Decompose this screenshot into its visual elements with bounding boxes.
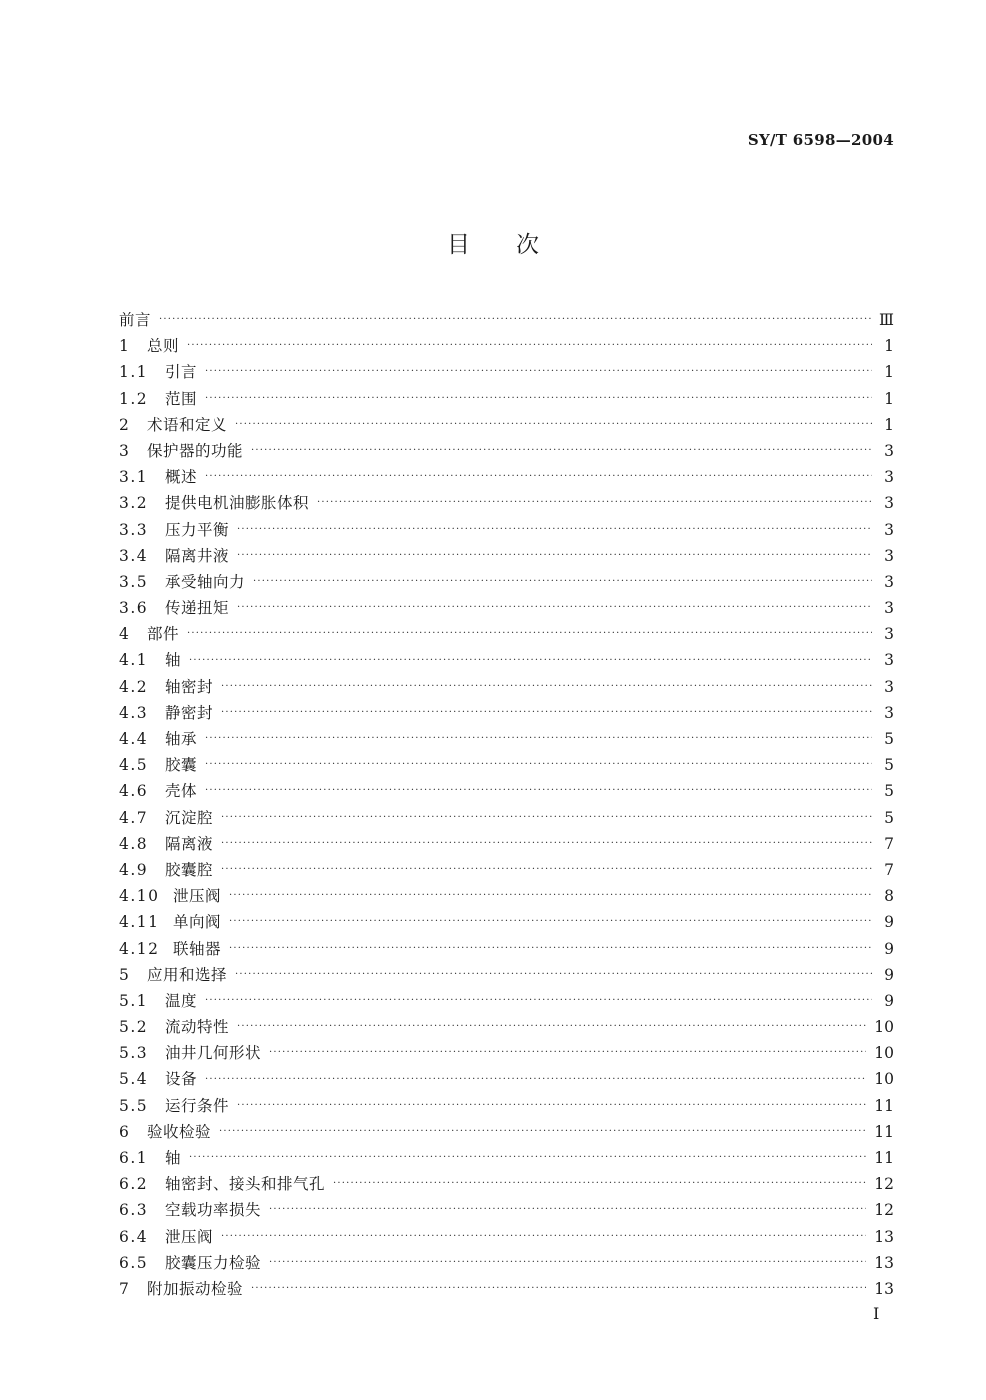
toc-entry[interactable]: [119, 1197, 894, 1223]
toc-entry-label: 运行条件: [165, 1096, 230, 1115]
toc-entry[interactable]: [119, 1119, 894, 1145]
toc-entry-number: 4.5: [119, 756, 149, 775]
toc-entry-page: 5: [884, 782, 894, 801]
toc-entry-page: 12: [874, 1201, 894, 1220]
toc-entry-label: 部件: [147, 625, 180, 644]
toc-entry-label: 静密封: [165, 703, 214, 722]
toc-entry-number: 6.3: [119, 1201, 149, 1220]
toc-entry[interactable]: [119, 909, 894, 935]
table-of-contents: [119, 307, 894, 1302]
toc-leader-dots: [221, 700, 872, 726]
toc-leader-dots: [235, 962, 872, 988]
toc-leader-dots: [251, 1276, 866, 1302]
toc-leader-dots: [205, 988, 872, 1014]
toc-entry-number: 4.6: [119, 782, 149, 801]
toc-leader-dots: [269, 1040, 866, 1066]
toc-entry-number: 6: [119, 1122, 129, 1141]
toc-entry-label: 壳体: [165, 782, 198, 801]
toc-entry[interactable]: [119, 988, 894, 1014]
toc-leader-dots: [237, 543, 872, 569]
toc-leader-dots: [253, 569, 872, 595]
toc-entry-number: 5.2: [119, 1018, 149, 1037]
toc-entry-page: 5: [884, 730, 894, 748]
toc-entry[interactable]: [119, 700, 894, 726]
toc-entry-number: 3.5: [119, 572, 149, 591]
toc-entry-page: 3: [884, 520, 894, 539]
toc-entry-label: 油井几何形状: [165, 1044, 262, 1063]
toc-entry[interactable]: [119, 1250, 894, 1276]
toc-entry-page: 3: [884, 677, 894, 696]
toc-entry-page: 12: [874, 1175, 894, 1194]
toc-entry-number: 5.4: [119, 1070, 149, 1089]
toc-entry-number: 6.5: [119, 1253, 149, 1272]
toc-entry-number: 3.2: [119, 494, 149, 513]
toc-entry-number: 4.12: [119, 939, 160, 958]
toc-entry-page: 13: [874, 1227, 894, 1246]
toc-entry-label: 前言: [119, 311, 152, 329]
toc-entry-label: 概述: [165, 468, 198, 487]
toc-entry-number: 3.4: [119, 546, 149, 565]
toc-entry-page: 3: [884, 572, 894, 591]
toc-entry[interactable]: [119, 1040, 894, 1066]
toc-entry[interactable]: [119, 621, 894, 647]
toc-entry-number: 6.2: [119, 1175, 149, 1194]
toc-entry-number: 1: [119, 337, 129, 356]
toc-entry-label: 附加振动检验: [147, 1279, 244, 1298]
toc-entry-page: 9: [884, 965, 894, 984]
toc-entry[interactable]: [119, 883, 894, 909]
toc-leader-dots: [237, 1014, 866, 1040]
toc-entry-label: 流动特性: [165, 1018, 230, 1037]
toc-entry-label: 轴承: [165, 730, 198, 748]
toc-leader-dots: [205, 1067, 866, 1093]
toc-entry-number: 4.9: [119, 860, 149, 879]
toc-entry-label: 泄压阀: [165, 1227, 214, 1246]
toc-entry-page: 1: [884, 337, 894, 356]
toc-entry[interactable]: [119, 595, 894, 621]
toc-entry-label: 单向阀: [173, 913, 222, 932]
toc-leader-dots: [229, 883, 872, 909]
toc-entry-page: 8: [884, 887, 894, 906]
toc-leader-dots: [221, 1224, 866, 1250]
toc-entry-number: 4.7: [119, 808, 149, 827]
toc-entry-page: 7: [884, 834, 894, 853]
toc-entry-label: 轴密封、接头和排气孔: [165, 1175, 326, 1194]
toc-entry-label: 隔离井液: [165, 546, 230, 565]
toc-entry-label: 承受轴向力: [165, 572, 246, 591]
toc-leader-dots: [187, 621, 872, 647]
toc-entry-page: 3: [884, 599, 894, 618]
toc-leader-dots: [229, 909, 872, 935]
toc-leader-dots: [251, 438, 872, 464]
toc-entry-page: 5: [884, 756, 894, 775]
toc-entry-number: 5: [119, 965, 129, 984]
toc-entry-label: 验收检验: [147, 1122, 212, 1141]
toc-entry-label: 空载功率损失: [165, 1201, 262, 1220]
toc-entry-label: 术语和定义: [147, 415, 228, 434]
toc-entry-label: 压力平衡: [165, 520, 230, 539]
toc-entry-page: 1: [884, 415, 894, 434]
toc-title: 目次: [447, 232, 585, 258]
toc-leader-dots: [205, 778, 872, 804]
toc-entry-number: 3.6: [119, 599, 149, 618]
toc-entry-page: 3: [884, 494, 894, 513]
toc-leader-dots: [159, 307, 871, 333]
toc-entry-number: 5.5: [119, 1096, 149, 1115]
toc-leader-dots: [235, 412, 872, 438]
toc-entry-label: 设备: [165, 1070, 198, 1089]
toc-entry-label: 隔离液: [165, 834, 214, 853]
toc-entry-page: 3: [884, 441, 894, 460]
toc-entry-number: 4.3: [119, 703, 149, 722]
toc-leader-dots: [229, 936, 872, 962]
toc-entry[interactable]: [119, 752, 894, 778]
toc-entry[interactable]: [119, 307, 894, 333]
toc-entry[interactable]: [119, 333, 894, 359]
toc-entry-page: 5: [884, 808, 894, 827]
toc-entry-number: 4.8: [119, 834, 149, 853]
toc-entry-page: 3: [884, 546, 894, 565]
toc-entry-label: 保护器的功能: [147, 441, 244, 460]
toc-entry-label: 胶囊压力检验: [165, 1253, 262, 1272]
toc-entry[interactable]: [119, 359, 894, 385]
toc-entry-number: 1.2: [119, 389, 149, 408]
toc-entry-page: 1: [884, 363, 894, 382]
toc-entry-page: 10: [874, 1018, 894, 1037]
toc-entry-label: 胶囊腔: [165, 860, 214, 879]
toc-entry-page: 1: [884, 389, 894, 408]
toc-leader-dots: [269, 1197, 866, 1223]
toc-entry[interactable]: [119, 464, 894, 490]
toc-entry[interactable]: [119, 831, 894, 857]
standard-code: SY/T 6598—2004: [747, 131, 894, 149]
toc-leader-dots: [189, 648, 872, 674]
toc-entry-page: 11: [874, 1122, 894, 1141]
toc-entry[interactable]: [119, 1224, 894, 1250]
toc-entry[interactable]: [119, 517, 894, 543]
toc-entry-page: 7: [884, 860, 894, 879]
toc-entry-label: 传递扭矩: [165, 599, 230, 618]
toc-leader-dots: [189, 1145, 866, 1171]
toc-entry-page: 13: [874, 1253, 894, 1272]
toc-leader-dots: [221, 805, 872, 831]
toc-entry-label: 胶囊: [165, 756, 198, 775]
toc-leader-dots: [205, 464, 872, 490]
page-number: Ⅰ: [873, 1304, 880, 1323]
toc-entry-page: 9: [884, 913, 894, 932]
toc-leader-dots: [221, 831, 872, 857]
toc-leader-dots: [333, 1171, 866, 1197]
toc-entry-label: 联轴器: [173, 939, 222, 958]
toc-entry-page: 13: [874, 1279, 894, 1298]
toc-entry-label: 提供电机油膨胀体积: [165, 494, 310, 513]
toc-entry-label: 沉淀腔: [165, 808, 214, 827]
toc-entry[interactable]: [119, 386, 894, 412]
toc-entry[interactable]: [119, 647, 894, 673]
toc-entry[interactable]: [119, 438, 894, 464]
toc-entry-number: 4.10: [119, 887, 160, 906]
toc-entry-number: 4.2: [119, 677, 149, 696]
toc-leader-dots: [221, 674, 872, 700]
toc-entry-number: 6.4: [119, 1227, 149, 1246]
toc-leader-dots: [219, 1119, 866, 1145]
toc-entry-page: 11: [874, 1149, 894, 1167]
toc-entry[interactable]: [119, 1171, 894, 1197]
toc-entry-label: 范围: [165, 389, 198, 408]
toc-entry[interactable]: [119, 778, 894, 804]
toc-entry-page: 9: [884, 991, 894, 1010]
toc-entry-number: 1.1: [119, 363, 149, 382]
toc-entry-number: 4.11: [119, 913, 160, 932]
toc-leader-dots: [205, 386, 872, 412]
toc-leader-dots: [317, 490, 872, 516]
toc-entry-number: 5.1: [119, 991, 149, 1010]
toc-entry[interactable]: [119, 1093, 894, 1119]
toc-entry[interactable]: [119, 412, 894, 438]
toc-entry-number: 3: [119, 441, 129, 460]
toc-entry-page: 9: [884, 939, 894, 958]
toc-entry[interactable]: [119, 962, 894, 988]
toc-entry[interactable]: [119, 936, 894, 962]
toc-leader-dots: [269, 1250, 866, 1276]
toc-entry-label: 温度: [165, 991, 198, 1010]
toc-leader-dots: [205, 752, 872, 778]
toc-entry[interactable]: [119, 569, 894, 595]
toc-leader-dots: [205, 359, 872, 385]
toc-entry[interactable]: [119, 1014, 894, 1040]
toc-entry[interactable]: [119, 1145, 894, 1171]
toc-leader-dots: [237, 1093, 866, 1119]
toc-entry-label: 总则: [147, 337, 180, 356]
toc-leader-dots: [237, 595, 872, 621]
toc-entry[interactable]: [119, 805, 894, 831]
toc-entry-number: 4.4: [119, 730, 149, 748]
toc-entry-label: 轴: [165, 1149, 182, 1167]
toc-entry-page: 11: [874, 1096, 894, 1115]
toc-leader-dots: [205, 726, 872, 752]
toc-leader-dots: [221, 857, 872, 883]
toc-leader-dots: [187, 333, 872, 359]
toc-entry-page: 3: [884, 468, 894, 487]
toc-leader-dots: [237, 517, 872, 543]
toc-entry[interactable]: [119, 1066, 894, 1092]
toc-entry-number: 5.3: [119, 1044, 149, 1063]
toc-entry[interactable]: [119, 543, 894, 569]
toc-entry-number: 3.1: [119, 468, 149, 487]
toc-entry-page: 3: [884, 625, 894, 644]
toc-entry-page: 3: [884, 703, 894, 722]
toc-entry[interactable]: [119, 1276, 894, 1302]
toc-entry-label: 引言: [165, 363, 198, 382]
toc-entry-number: 4: [119, 625, 129, 644]
toc-entry-label: 轴: [165, 651, 182, 670]
toc-entry-label: 应用和选择: [147, 965, 228, 984]
toc-entry-number: 7: [119, 1279, 129, 1298]
toc-entry[interactable]: [119, 490, 894, 516]
toc-entry[interactable]: [119, 726, 894, 752]
toc-entry[interactable]: [119, 857, 894, 883]
toc-entry-label: 轴密封: [165, 677, 214, 696]
toc-entry-page: 3: [884, 651, 894, 670]
toc-entry-label: 泄压阀: [173, 887, 222, 906]
toc-entry-page: 10: [874, 1070, 894, 1089]
toc-entry-number: 3.3: [119, 520, 149, 539]
toc-entry-number: 2: [119, 415, 129, 434]
toc-entry-number: 6.1: [119, 1149, 149, 1167]
toc-entry-page: 10: [874, 1044, 894, 1063]
toc-entry[interactable]: [119, 674, 894, 700]
toc-entry-page: Ⅲ: [879, 311, 894, 329]
toc-entry-number: 4.1: [119, 651, 149, 670]
